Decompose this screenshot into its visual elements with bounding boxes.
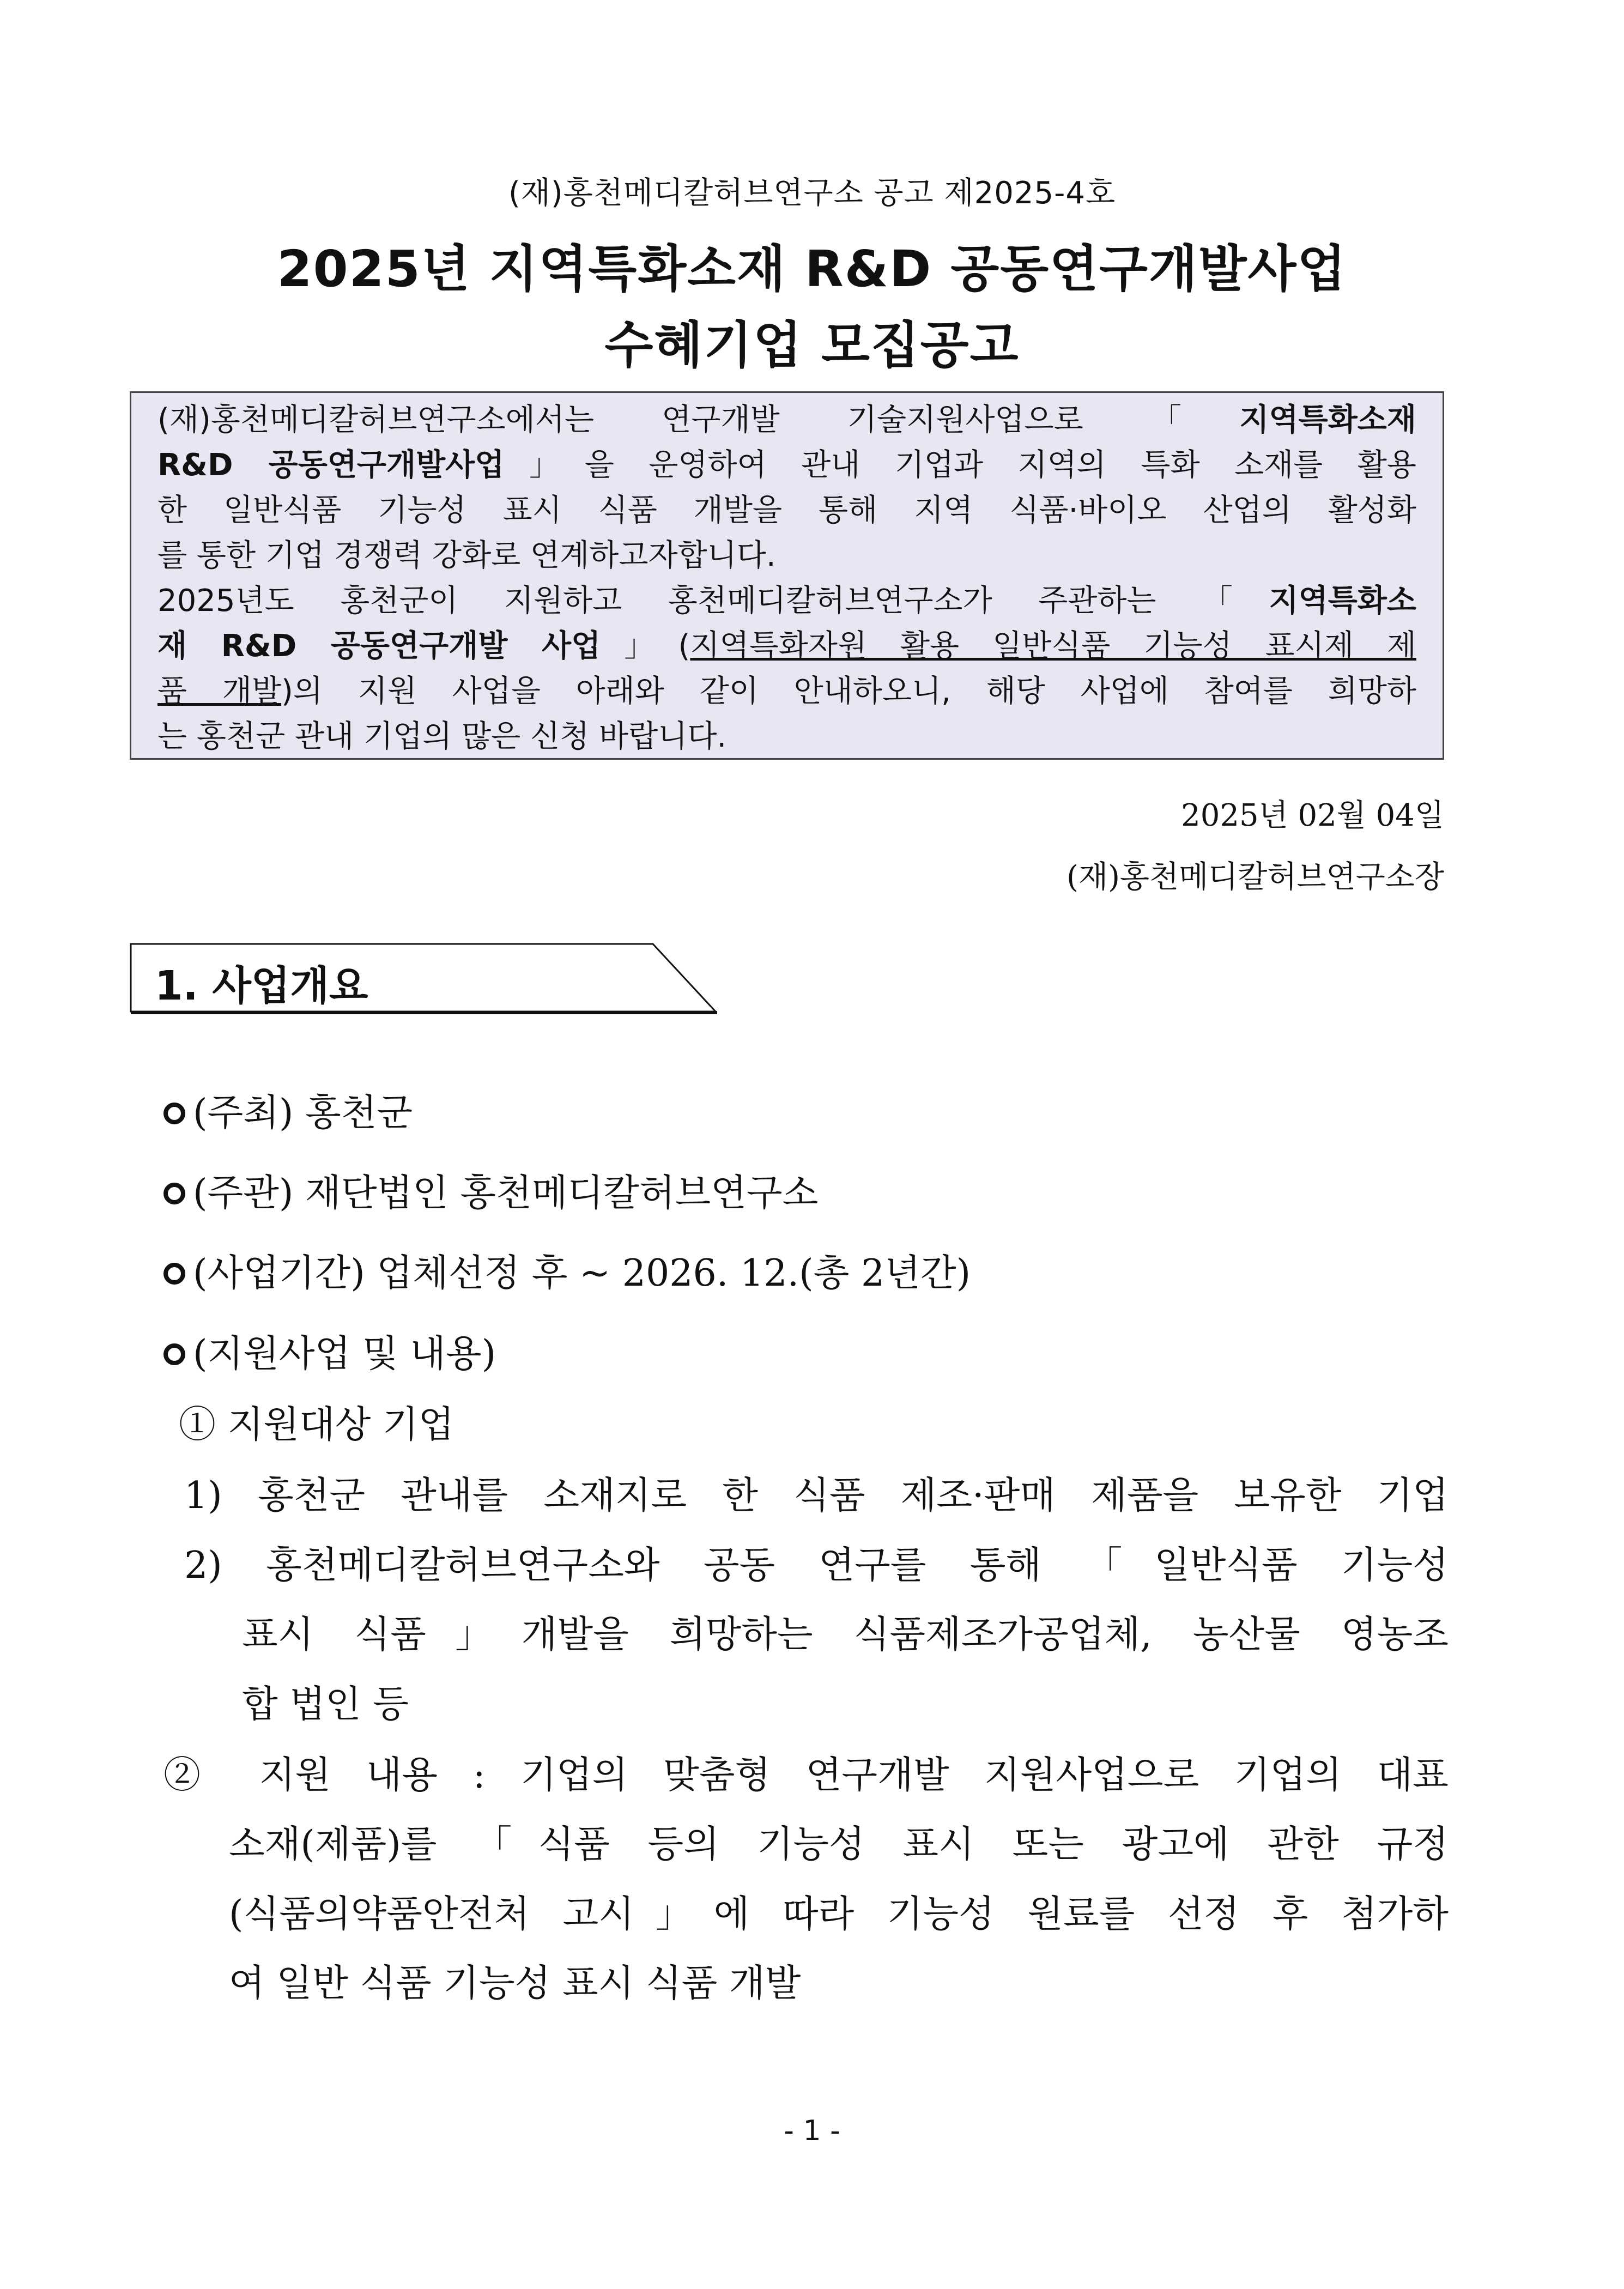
intro-line: R&D 공동연구개발사업」을 운영하여 관내 기업과 지역의 특화 소재를 활용 xyxy=(157,447,1416,483)
list-item: (사업기간) 업체선정 후 ~ 2026. 12.(총 2년간) xyxy=(163,1244,971,1297)
circle-bullet-icon xyxy=(163,1263,185,1285)
intro-line: (재)홍천메디칼허브연구소에서는 연구개발 기술지원사업으로 「지역특화소재 xyxy=(157,402,1416,438)
list-item: (주관) 재단법인 홍천메디칼허브연구소 xyxy=(163,1164,818,1216)
circle-bullet-icon xyxy=(163,1183,185,1204)
list-item-continuation: 합 법인 등 xyxy=(242,1683,409,1726)
title-line-2: 수혜기업 모집공고 xyxy=(604,316,1020,374)
intro-line: 2025년도 홍천군이 지원하고 홍천메디칼허브연구소가 주관하는 「지역특화소 xyxy=(157,583,1416,619)
list-item-continuation: (식품의약품안전처 고시」에 따라 기능성 원료를 선정 후 첨가하 xyxy=(229,1893,1449,1936)
list-item: (주최) 홍천군 xyxy=(163,1083,413,1136)
section-heading-label: 1. 사업개요 xyxy=(155,962,368,1009)
list-item: ② 지원 내용 : 기업의 맞춤형 연구개발 지원사업으로 기업의 대표 xyxy=(163,1754,1449,1797)
intro-line: 를 통한 기업 경쟁력 강화로 연계하고자합니다. xyxy=(157,538,776,573)
issuer: (재)홍천메디칼허브연구소장 xyxy=(1066,859,1444,895)
list-item-continuation: 소재(제품)를 「식품 등의 기능성 표시 또는 광고에 관한 규정 xyxy=(229,1823,1449,1866)
intro-line: 품 개발)의 지원 사업을 아래와 같이 안내하오니, 해당 사업에 참여를 희망하 xyxy=(157,674,1417,709)
notice-number: (재)홍천메디칼허브연구소 공고 제2025-4호 xyxy=(508,175,1116,211)
list-item-continuation: 여 일반 식품 기능성 표시 식품 개발 xyxy=(229,1962,801,2005)
list-item-continuation: 표시 식품」개발을 희망하는 식품제조가공업체, 농산물 영농조 xyxy=(242,1613,1449,1656)
sub-heading: ① 지원대상 기업 xyxy=(179,1403,455,1446)
intro-line: 재 R&D 공동연구개발 사업」(지역특화자원 활용 일반식품 기능성 표시제 제 xyxy=(157,628,1416,664)
list-item: (지원사업 및 내용) xyxy=(163,1324,496,1377)
list-item: 2) 홍천메디칼허브연구소와 공동 연구를 통해 「일반식품 기능성 xyxy=(184,1544,1449,1587)
title-line-1: 2025년 지역특화소재 R&D 공동연구개발사업 xyxy=(277,240,1347,298)
notice-date: 2025년 02월 04일 xyxy=(1181,798,1444,833)
circle-bullet-icon xyxy=(163,1343,185,1365)
intro-line: 는 홍천군 관내 기업의 많은 신청 바랍니다. xyxy=(157,719,727,754)
list-item: 1) 홍천군 관내를 소재지로 한 식품 제조·판매 제품을 보유한 기업 xyxy=(184,1474,1449,1517)
page-number: - 1 - xyxy=(784,2115,840,2147)
circle-bullet-icon xyxy=(163,1103,185,1124)
intro-line: 한 일반식품 기능성 표시 식품 개발을 통해 지역 식품·바이오 산업의 활성화 xyxy=(157,493,1416,528)
